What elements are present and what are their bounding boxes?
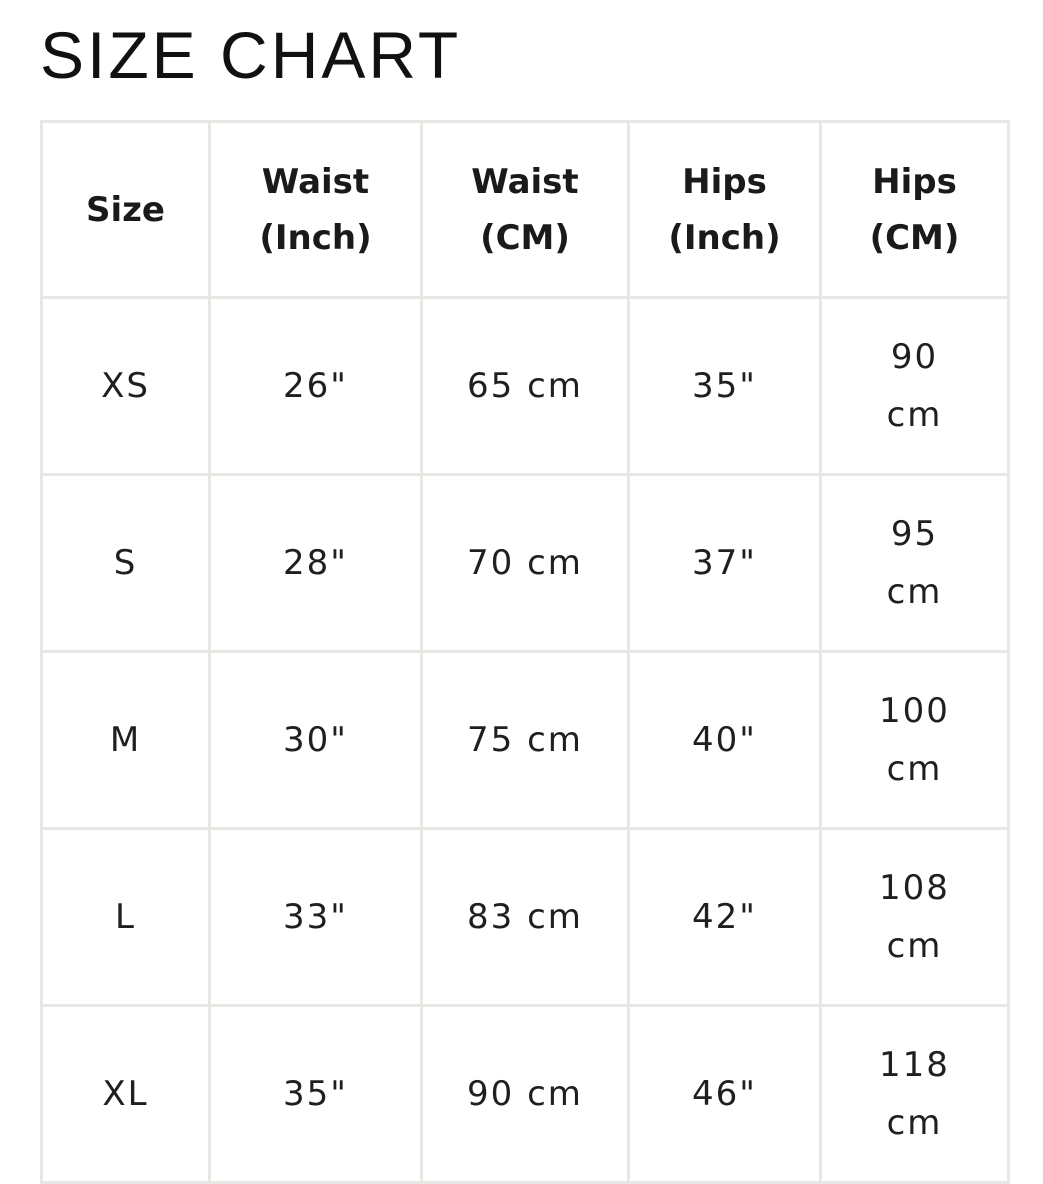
- table-row-xs: [42, 298, 1009, 475]
- cell-hips-cm-value: 95: [890, 514, 939, 554]
- cell-hips-cm-value: 90: [890, 337, 939, 377]
- cell-size: M: [42, 652, 210, 829]
- cell-waist-inch: 35": [210, 1006, 422, 1183]
- header-hips-cm-line2: (CM): [869, 217, 960, 258]
- table-row-xl: [42, 1006, 1009, 1183]
- cell-hips-cm-value: 100: [879, 691, 950, 731]
- cell-waist-inch: 30": [210, 652, 422, 829]
- cell-hips-cm: [821, 1006, 1009, 1183]
- header-hips-cm-line1: Hips: [872, 161, 957, 202]
- cell-hips-cm-unit: cm: [886, 395, 943, 435]
- cell-hips-cm-value: 108: [879, 868, 950, 908]
- cell-size: S: [42, 475, 210, 652]
- table-row-l: [42, 829, 1009, 1006]
- cell-waist-cm: 90 cm: [422, 1006, 629, 1183]
- header-waist-cm-line2: (CM): [480, 217, 570, 258]
- cell-hips-inch: 35": [629, 298, 821, 475]
- cell-size: XS: [42, 298, 210, 475]
- size-chart-table: [40, 120, 1010, 1184]
- header-hips-inch-line1: Hips: [682, 161, 767, 202]
- cell-hips-inch: 46": [629, 1006, 821, 1183]
- header-hips-inch-line2: (Inch): [668, 217, 781, 258]
- header-waist-inch-line2: (Inch): [259, 217, 372, 258]
- cell-waist-cm: 83 cm: [422, 829, 629, 1006]
- header-hips-cm: [821, 122, 1009, 298]
- cell-hips-inch: 42": [629, 829, 821, 1006]
- cell-waist-cm: 70 cm: [422, 475, 629, 652]
- header-waist-inch: [210, 122, 422, 298]
- table-header-row: [42, 122, 1009, 298]
- header-size: [42, 122, 210, 298]
- cell-waist-inch: 33": [210, 829, 422, 1006]
- cell-hips-inch: 37": [629, 475, 821, 652]
- cell-hips-inch: 40": [629, 652, 821, 829]
- cell-waist-inch: 28": [210, 475, 422, 652]
- cell-hips-cm-unit: cm: [886, 1103, 943, 1143]
- cell-hips-cm: [821, 298, 1009, 475]
- cell-hips-cm-unit: cm: [886, 572, 943, 612]
- cell-hips-cm: [821, 475, 1009, 652]
- cell-waist-cm: 75 cm: [422, 652, 629, 829]
- cell-hips-cm-unit: cm: [886, 926, 943, 966]
- cell-hips-cm: [821, 652, 1009, 829]
- cell-size: L: [42, 829, 210, 1006]
- cell-waist-cm: 65 cm: [422, 298, 629, 475]
- header-waist-cm-line1: Waist: [471, 161, 579, 202]
- cell-hips-cm: [821, 829, 1009, 1006]
- header-waist-inch-line1: Waist: [261, 161, 370, 202]
- header-size-label: Size: [86, 189, 165, 230]
- cell-hips-cm-unit: cm: [886, 749, 943, 789]
- cell-size: XL: [42, 1006, 210, 1183]
- page-title: SIZE CHART: [40, 18, 462, 92]
- cell-waist-inch: 26": [210, 298, 422, 475]
- header-hips-inch: [629, 122, 821, 298]
- table-row-m: [42, 652, 1009, 829]
- header-waist-cm: [422, 122, 629, 298]
- cell-hips-cm-value: 118: [879, 1045, 950, 1085]
- table-row-s: [42, 475, 1009, 652]
